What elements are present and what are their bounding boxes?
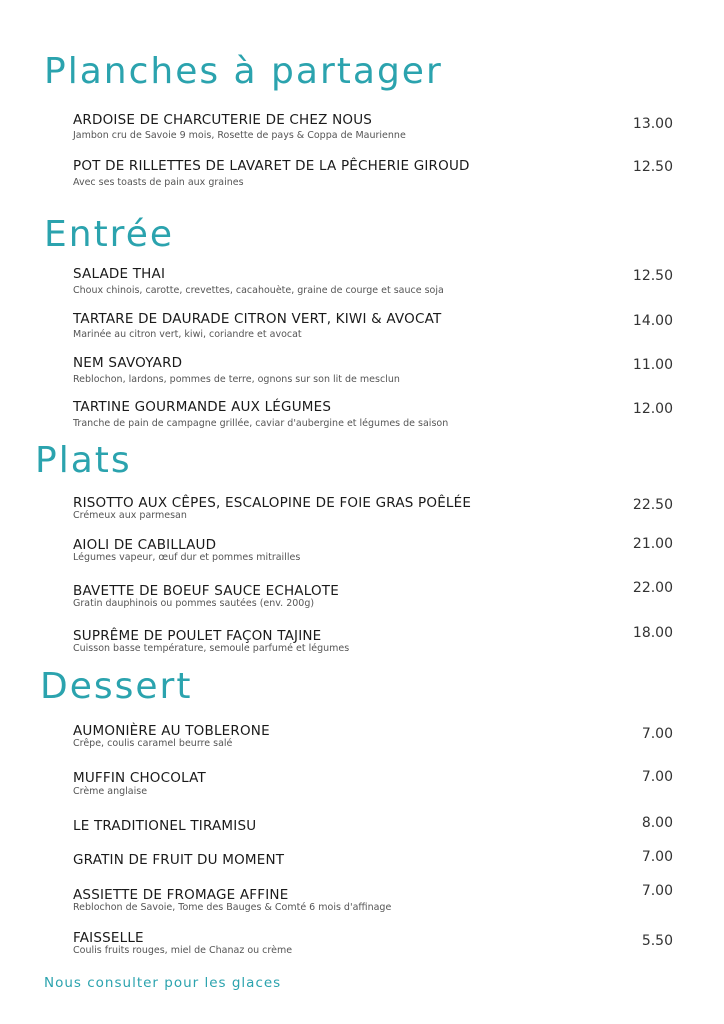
item-name: SUPRÊME DE POULET FAÇON TAJINE bbox=[73, 628, 322, 644]
item-name: LE TRADITIONEL TIRAMISU bbox=[73, 818, 257, 834]
item-name: MUFFIN CHOCOLAT bbox=[73, 770, 206, 786]
item-name: AUMONIÈRE AU TOBLERONE bbox=[73, 723, 270, 739]
section-title-plats: Plats bbox=[35, 440, 132, 481]
item-price: 8.00 bbox=[641, 815, 673, 831]
section-title-planches: Planches à partager bbox=[44, 51, 443, 92]
item-price: 21.00 bbox=[632, 536, 673, 552]
item-description: Reblochon de Savoie, Tome des Bauges & Comté 6 mois d'affinage bbox=[73, 902, 392, 913]
item-price: 7.00 bbox=[641, 849, 673, 865]
item-description: Coulis fruits rouges, miel de Chanaz ou crème bbox=[73, 945, 293, 956]
item-name: NEM SAVOYARD bbox=[73, 355, 183, 371]
item-description: Jambon cru de Savoie 9 mois, Rosette de pays & Coppa de Maurienne bbox=[73, 130, 406, 141]
item-description: Cuisson basse température, semoule parfumé et légumes bbox=[73, 643, 350, 654]
item-description: Gratin dauphinois ou pommes sautées (env. 200g) bbox=[73, 598, 315, 609]
item-price: 22.50 bbox=[632, 497, 673, 513]
item-description: Avec ses toasts de pain aux graines bbox=[73, 177, 244, 188]
item-name: AIOLI DE CABILLAUD bbox=[73, 537, 217, 553]
item-description: Crème anglaise bbox=[73, 786, 148, 797]
item-description: Marinée au citron vert, kiwi, coriandre et avocat bbox=[73, 329, 302, 340]
item-price: 22.00 bbox=[632, 580, 673, 596]
item-description: Crémeux aux parmesan bbox=[73, 510, 187, 521]
item-name: SALADE THAI bbox=[73, 266, 166, 282]
item-description: Choux chinois, carotte, crevettes, cacahouète, graine de courge et sauce soja bbox=[73, 285, 444, 296]
item-price: 13.00 bbox=[632, 116, 673, 132]
item-price: 11.00 bbox=[632, 357, 673, 373]
item-description: Crêpe, coulis caramel beurre salé bbox=[73, 738, 233, 749]
item-price: 12.50 bbox=[632, 268, 673, 284]
item-price: 14.00 bbox=[632, 313, 673, 329]
item-name: POT DE RILLETTES DE LAVARET DE LA PÊCHERIE GIROUD bbox=[73, 158, 470, 174]
item-name: TARTINE GOURMANDE AUX LÉGUMES bbox=[73, 399, 332, 415]
item-description: Reblochon, lardons, pommes de terre, ognons sur son lit de mesclun bbox=[73, 374, 400, 385]
item-price: 7.00 bbox=[641, 883, 673, 899]
item-name: BAVETTE DE BOEUF SAUCE ECHALOTE bbox=[73, 583, 339, 599]
item-name: GRATIN DE FRUIT DU MOMENT bbox=[73, 852, 285, 868]
item-price: 7.00 bbox=[641, 769, 673, 785]
section-title-entree: Entrée bbox=[44, 214, 174, 255]
item-price: 18.00 bbox=[632, 625, 673, 641]
item-name: FAISSELLE bbox=[73, 930, 144, 946]
item-price: 5.50 bbox=[641, 933, 673, 949]
item-name: ARDOISE DE CHARCUTERIE DE CHEZ NOUS bbox=[73, 112, 373, 128]
item-name: TARTARE DE DAURADE CITRON VERT, KIWI & AVOCAT bbox=[73, 311, 442, 327]
item-description: Tranche de pain de campagne grillée, caviar d'aubergine et légumes de saison bbox=[73, 418, 449, 429]
item-name: ASSIETTE DE FROMAGE AFFINE bbox=[73, 887, 289, 903]
item-price: 12.00 bbox=[632, 401, 673, 417]
footer-note-glaces: Nous consulter pour les glaces bbox=[44, 975, 282, 991]
section-title-dessert: Dessert bbox=[40, 666, 193, 707]
item-description: Légumes vapeur, œuf dur et pommes mitrailles bbox=[73, 552, 301, 563]
item-price: 12.50 bbox=[632, 159, 673, 175]
item-name: RISOTTO AUX CÊPES, ESCALOPINE DE FOIE GRAS POÊLÉE bbox=[73, 495, 472, 511]
item-price: 7.00 bbox=[641, 726, 673, 742]
